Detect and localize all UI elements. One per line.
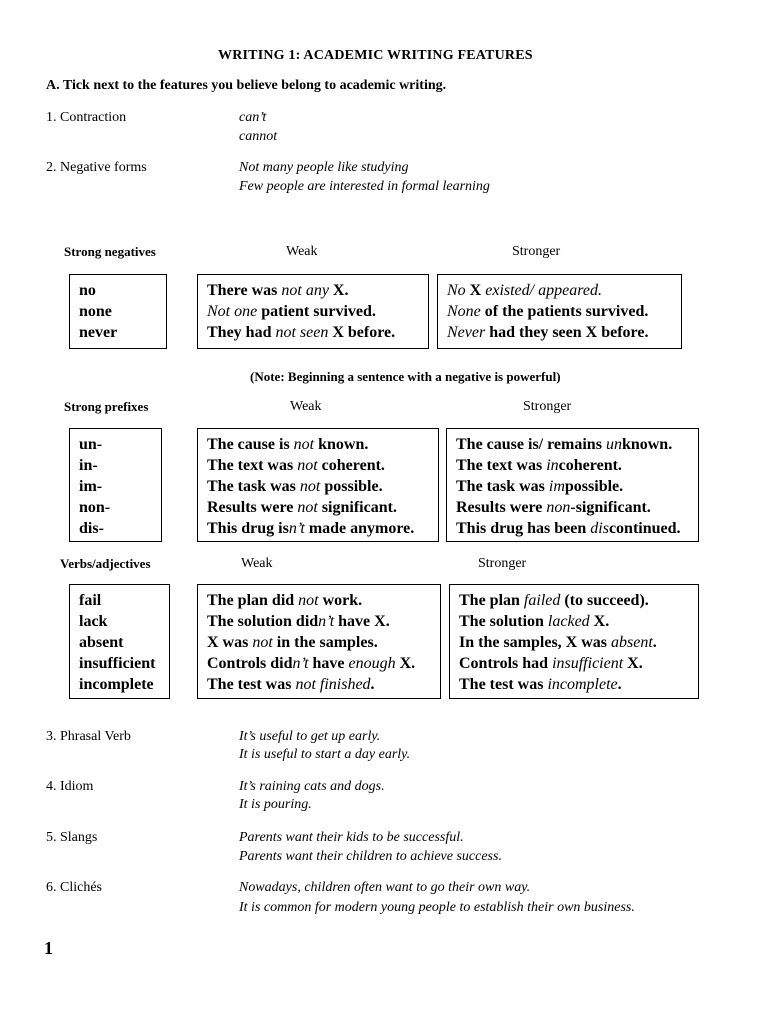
text-segment: The solution [459,613,548,630]
example-sentence [459,611,698,632]
text-segment: significant. [317,499,397,516]
emphasized-segment: enough [348,655,396,672]
example-sentence [447,322,681,343]
example-sentence [207,632,440,653]
text-segment: This drug is [207,520,289,537]
emphasized-segment: in [546,457,559,474]
strong-negatives-words-box [69,274,167,349]
emphasized-segment: not [293,436,315,453]
word-item: none [79,303,112,320]
strong-prefixes-stronger-box [446,428,699,542]
word-item: lack [79,613,108,630]
emphasized-segment: not [252,634,273,651]
stronger-column-label: Stronger [512,244,561,259]
text-segment: patient survived. [257,303,376,320]
example-sentence [459,590,698,611]
word-item: im- [79,478,103,495]
emphasized-segment: incomplete [547,676,618,693]
text-segment: The plan [459,592,524,609]
example-sentence [447,301,681,322]
emphasized-segment: n’t [288,520,305,537]
example-sentence [207,497,438,518]
page-number: 1 [44,938,53,958]
example-sentence [447,280,681,301]
text-segment: They had [207,324,276,341]
text-segment: The solution did [207,613,319,630]
example-sentence [207,455,438,476]
stronger-column-label: Stronger [478,556,527,571]
text-segment: known. [314,436,369,453]
example-sentence [456,497,698,518]
feature-label-contraction: 1. Contraction [46,110,127,125]
stronger-column-label: Stronger [523,399,572,414]
text-segment: X. [328,282,349,299]
option-phrasal-1[interactable]: It’s useful to get up early. [239,729,381,744]
example-sentence [207,322,428,343]
text-segment: This drug has been [456,520,591,537]
example-sentence [456,518,698,539]
text-segment: -significant. [570,499,651,516]
emphasized-segment: un [605,436,622,453]
negatives-note: (Note: Beginning a sentence with a negative is powerful) [250,369,561,384]
emphasized-segment: n’t [292,655,309,672]
emphasized-segment: not any [281,282,329,299]
text-segment: The plan did [207,592,299,609]
text-segment: of the patients survived. [480,303,649,320]
text-segment: The text was [207,457,298,474]
emphasized-segment: lacked [547,613,590,630]
example-sentence [459,632,698,653]
emphasized-segment: not [298,592,319,609]
text-segment: The text was [456,457,547,474]
text-segment: The cause is/ remains [456,436,606,453]
option-slangs-1[interactable]: Parents want their kids to be successful. [239,830,464,845]
feature-label-cliches: 6. Clichés [46,880,102,895]
example-sentence [207,280,428,301]
emphasized-segment: Never [447,324,486,341]
feature-label-slangs: 5. Slangs [46,830,98,845]
section-a-instruction: A. Tick next to the features you believe belong to academic writing. [46,78,447,93]
option-cliches-1[interactable]: Nowadays, children often want to go their own way. [239,880,531,895]
example-sentence [207,518,438,539]
text-segment: continued. [608,520,681,537]
word-item: no [79,282,96,299]
text-segment: made anymore. [304,520,415,537]
option-phrasal-2[interactable]: It is useful to start a day early. [239,747,411,762]
text-segment: X. [589,613,610,630]
example-sentence [207,674,440,695]
text-segment: Results were [456,499,547,516]
verbs-adjectives-words-box [69,584,170,699]
text-segment: X [465,282,486,299]
text-segment: Controls had [459,655,553,672]
example-sentence [207,434,438,455]
word-item: in- [79,457,98,474]
option-slangs-2[interactable]: Parents want their children to achieve success. [239,849,502,864]
text-segment: possible. [564,478,624,495]
feature-label-phrasal-verb: 3. Phrasal Verb [46,729,131,744]
emphasized-segment: None [447,303,481,320]
word-item: non- [79,499,111,516]
example-sentence [456,476,698,497]
weak-column-label: Weak [286,244,318,259]
word-item: never [79,324,118,341]
word-item: dis- [79,520,104,537]
word-item: fail [79,592,102,609]
text-segment: The task was [207,478,300,495]
text-segment: possible. [320,478,383,495]
text-segment: coherent. [558,457,622,474]
option-negative-2[interactable]: Few people are interested in formal learning [239,179,490,194]
feature-label-idiom: 4. Idiom [46,779,94,794]
example-sentence [207,590,440,611]
text-segment: In the samples, X was [459,634,612,651]
emphasized-segment: absent [611,634,653,651]
word-item: insufficient [79,655,156,672]
page-title: WRITING 1: ACADEMIC WRITING FEATURES [218,48,533,63]
word-item: absent [79,634,124,651]
example-sentence [207,476,438,497]
verbs-adjectives-stronger-box [449,584,699,699]
strong-prefixes-heading: Strong prefixes [64,399,149,414]
strong-prefixes-weak-box [197,428,439,542]
word-item: incomplete [79,676,154,693]
example-sentence [459,653,698,674]
feature-label-negative-forms: 2. Negative forms [46,160,147,175]
verbs-adjectives-heading: Verbs/adjectives [60,556,151,571]
text-segment: coherent. [317,457,385,474]
text-segment: . [370,676,375,693]
example-sentence [456,455,698,476]
text-segment: X before. [328,324,396,341]
emphasized-segment: failed [523,592,561,609]
verbs-adjectives-weak-box [197,584,441,699]
option-idiom-2[interactable]: It is pouring. [239,797,312,812]
text-segment: have [308,655,349,672]
strong-prefixes-words-box [69,428,162,542]
text-segment: have X. [334,613,390,630]
example-sentence [459,674,698,695]
text-segment: . [617,676,622,693]
emphasized-segment: not finished [295,676,371,693]
text-segment: X was [207,634,253,651]
text-segment: work. [318,592,363,609]
emphasized-segment: No [447,282,466,299]
word-item: un- [79,436,103,453]
text-segment: The test was [459,676,548,693]
emphasized-segment: not [297,499,318,516]
emphasized-segment: not [299,478,321,495]
text-segment: had they seen X before. [485,324,649,341]
option-idiom-1[interactable]: It’s raining cats and dogs. [239,779,385,794]
strong-negatives-weak-box [197,274,429,349]
emphasized-segment: dis [590,520,609,537]
emphasized-segment: existed/ appeared. [485,282,602,299]
emphasized-segment: n’t [318,613,335,630]
emphasized-segment: Not one [207,303,258,320]
example-sentence [207,611,440,632]
emphasized-segment: im [548,478,565,495]
text-segment: (to succeed). [560,592,649,609]
text-segment: The cause is [207,436,294,453]
text-segment: Controls did [207,655,293,672]
weak-column-label: Weak [290,399,322,414]
emphasized-segment: not seen [275,324,329,341]
text-segment: . [652,634,657,651]
option-cliches-2[interactable]: It is common for modern young people to establish their own business. [239,900,635,915]
weak-column-label: Weak [241,556,273,571]
option-contraction-1[interactable]: can’t [239,110,267,125]
text-segment: known. [621,436,673,453]
example-sentence [207,301,428,322]
text-segment: X. [395,655,416,672]
example-sentence [456,434,698,455]
option-contraction-2[interactable]: cannot [239,129,278,144]
strong-negatives-stronger-box [437,274,682,349]
text-segment: Results were [207,499,298,516]
text-segment: in the samples. [272,634,378,651]
text-segment: The test was [207,676,296,693]
emphasized-segment: not [297,457,318,474]
text-segment: The task was [456,478,549,495]
emphasized-segment: non [546,499,571,516]
text-segment: X. [623,655,643,672]
text-segment: There was [207,282,282,299]
example-sentence [207,653,440,674]
emphasized-segment: insufficient [552,655,624,672]
option-negative-1[interactable]: Not many people like studying [239,160,409,175]
strong-negatives-heading: Strong negatives [64,244,156,259]
